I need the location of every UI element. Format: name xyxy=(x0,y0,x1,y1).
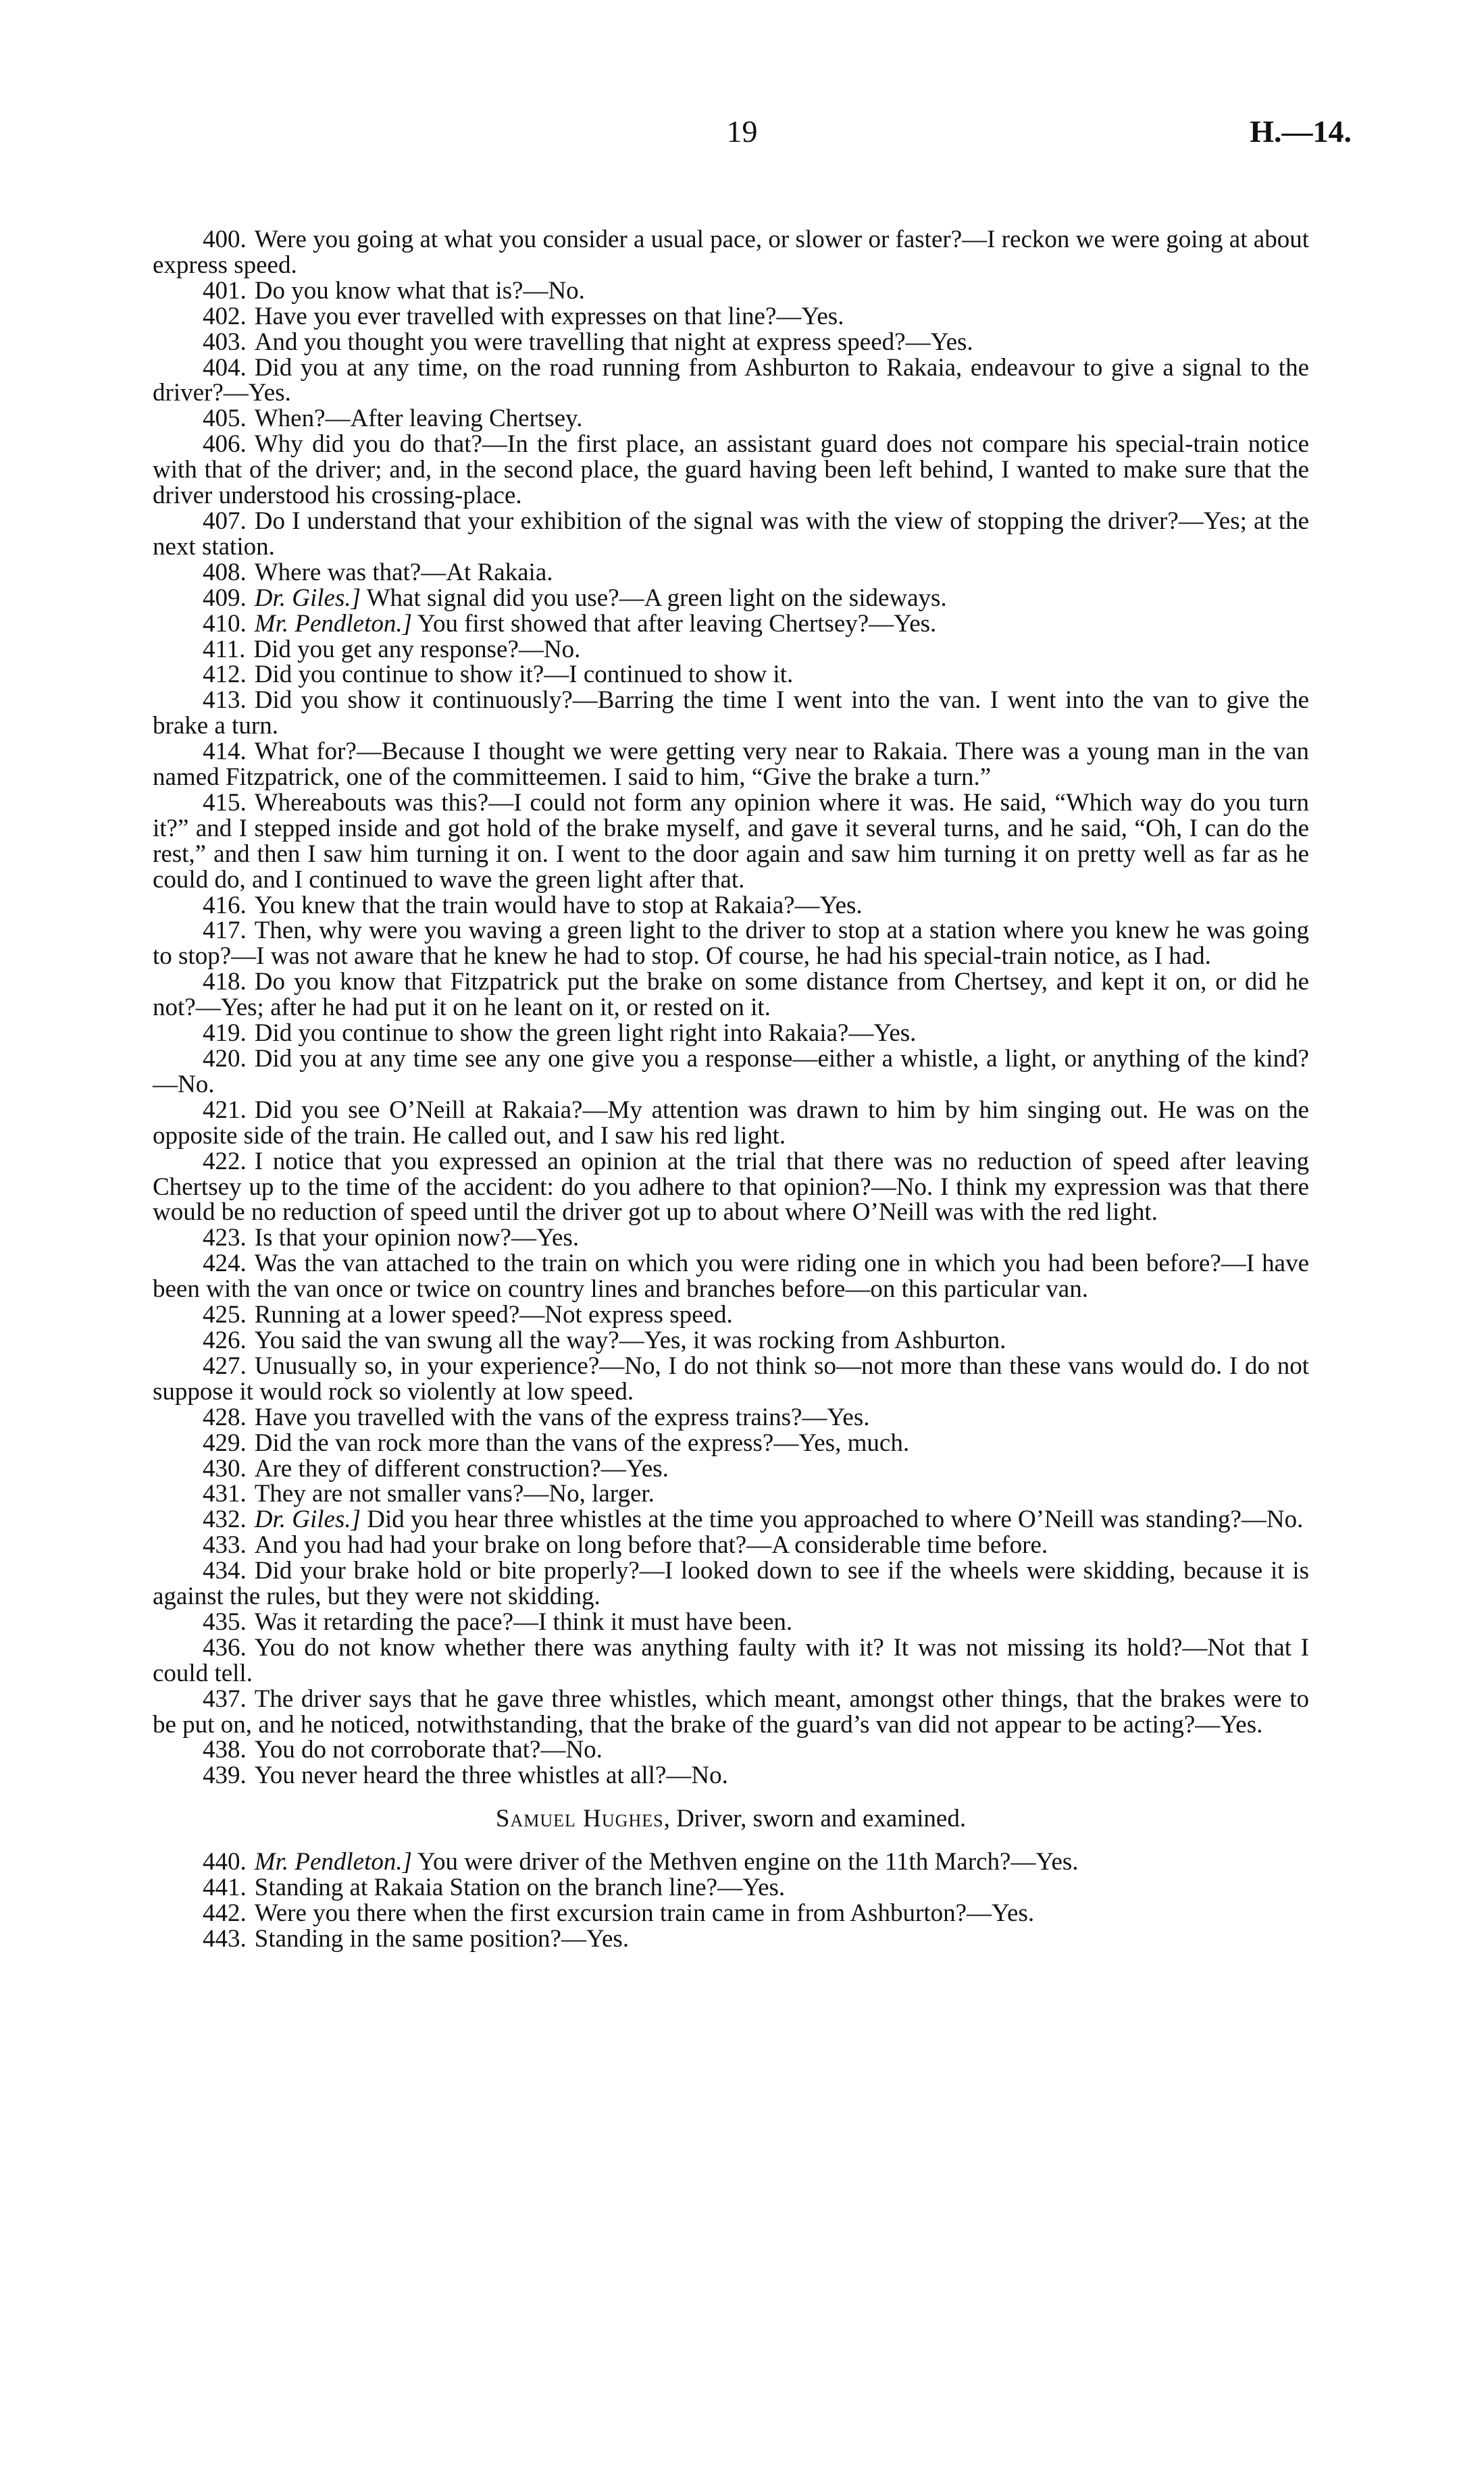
question-answer-item xyxy=(153,1926,1309,1952)
witness-heading xyxy=(153,1806,1309,1832)
question-number: 440. xyxy=(203,1848,247,1876)
question-number: 421. xyxy=(203,1096,247,1124)
question-answer-text: You never heard the three whistles at all?—No. xyxy=(254,1762,728,1790)
question-number: 431. xyxy=(203,1480,247,1508)
question-answer-text: Why did you do that?—In the first place, an assistant guard does not compare his special-train notice with that of the driver; and, in the second place, the guard having been left behind, I wanted to make sure that the driver understood his crossing-place. xyxy=(153,430,1309,510)
question-number: 419. xyxy=(203,1019,247,1048)
question-number: 401. xyxy=(203,276,247,305)
question-number: 429. xyxy=(203,1429,247,1457)
question-answer-text: Did you hear three whistles at the time you approached to where O’Neill was standing?—No. xyxy=(367,1506,1304,1534)
question-number: 411. xyxy=(203,635,246,663)
question-answer-text: Did you at any time see any one give you a response—either a whistle, a light, or anything of the kind?—No. xyxy=(153,1045,1309,1098)
question-answer-text: Did you get any response?—No. xyxy=(253,635,581,663)
question-number: 422. xyxy=(203,1147,247,1175)
question-answer-text: And you thought you were travelling that night at express speed?—Yes. xyxy=(254,328,973,356)
question-answer-item xyxy=(153,1687,1309,1738)
question-answer-text: Were you there when the first excursion train came in from Ashburton?—Yes. xyxy=(254,1899,1035,1927)
question-answer-text: Do you know what that is?—No. xyxy=(254,276,585,305)
question-answer-text: Were you going at what you consider a usual pace, or slower or faster?—I reckon we were going at about express speed. xyxy=(153,226,1309,279)
question-answer-text: Did you continue to show it?—I continued to show it. xyxy=(254,661,794,689)
testimony-part-2 xyxy=(153,1849,1309,1952)
question-number: 414. xyxy=(203,738,247,766)
question-number: 424. xyxy=(203,1250,247,1278)
question-answer-text: Did you see O’Neill at Rakaia?—My attention was drawn to him by him singing out. He was on the opposite side of the train. He called out, and I saw his red light. xyxy=(153,1096,1309,1150)
question-answer-item xyxy=(153,432,1309,509)
question-answer-item xyxy=(153,1901,1309,1926)
question-answer-item xyxy=(153,1558,1309,1610)
question-answer-item xyxy=(153,1456,1309,1482)
question-answer-item xyxy=(153,1251,1309,1302)
question-number: 437. xyxy=(203,1685,247,1713)
question-answer-text: The driver says that he gave three whistles, which meant, amongst other things, that the brakes were to be put on, and he noticed, notwithstanding, that the brake of the guard’s van did not appear to be acting?—Yes. xyxy=(153,1685,1309,1739)
question-answer-item xyxy=(153,918,1309,969)
question-answer-item xyxy=(153,1875,1309,1901)
question-number: 404. xyxy=(203,353,247,382)
question-number: 434. xyxy=(203,1557,247,1585)
question-number: 430. xyxy=(203,1454,247,1483)
question-answer-item xyxy=(153,739,1309,790)
question-answer-text: Was the van attached to the train on which you were riding one in which you had been before?—I have been with the van once or twice on country lines and branches before—on this particular van. xyxy=(153,1250,1309,1304)
question-answer-item xyxy=(153,969,1309,1021)
question-answer-item xyxy=(153,1328,1309,1354)
question-answer-text: Have you travelled with the vans of the express trains?—Yes. xyxy=(254,1403,870,1431)
question-number: 442. xyxy=(203,1899,247,1927)
question-answer-item xyxy=(153,611,1309,637)
question-number: 415. xyxy=(203,788,247,817)
testimony-body xyxy=(153,227,1309,1952)
question-answer-text: You were driver of the Methven engine on the 11th March?—Yes. xyxy=(417,1848,1079,1876)
witness-description: , Driver, sworn and examined. xyxy=(663,1805,967,1833)
question-number: 412. xyxy=(203,661,247,689)
question-answer-item xyxy=(153,1481,1309,1507)
question-answer-item xyxy=(153,893,1309,919)
question-number: 423. xyxy=(203,1224,247,1252)
question-answer-item xyxy=(153,688,1309,739)
question-answer-item xyxy=(153,1354,1309,1405)
examiner-name: Dr. Giles.] xyxy=(254,1506,361,1534)
question-answer-text: Did you continue to show the green light right into Rakaia?—Yes. xyxy=(254,1019,917,1048)
question-answer-item xyxy=(153,1431,1309,1456)
question-number: 400. xyxy=(203,226,247,253)
question-number: 441. xyxy=(203,1874,247,1902)
question-answer-item xyxy=(153,1149,1309,1226)
question-number: 425. xyxy=(203,1301,247,1329)
question-answer-item xyxy=(153,1635,1309,1687)
question-answer-item xyxy=(153,586,1309,611)
question-answer-item xyxy=(153,1507,1309,1533)
question-number: 410. xyxy=(203,609,247,638)
question-number: 438. xyxy=(203,1736,247,1764)
question-number: 413. xyxy=(203,686,247,715)
question-answer-item xyxy=(153,560,1309,586)
question-answer-text: Did your brake hold or bite properly?—I looked down to see if the wheels were skidding, because it is against the rules, but they were not skidding. xyxy=(153,1557,1309,1611)
question-number: 416. xyxy=(203,891,247,919)
question-answer-text: I notice that you expressed an opinion at the trial that there was no reduction of speed after leaving Chertsey up to the time of the accident: do you adhere to that opinion?—No. I think my expression was that there would be no reduction of speed until the driver got up to about where O’Neill was with the red light. xyxy=(153,1147,1309,1227)
question-answer-item xyxy=(153,1098,1309,1149)
question-answer-item xyxy=(153,1302,1309,1328)
question-answer-item xyxy=(153,406,1309,432)
question-answer-item xyxy=(153,637,1309,663)
question-number: 407. xyxy=(203,507,247,535)
question-answer-item xyxy=(153,1849,1309,1875)
question-answer-item xyxy=(153,1737,1309,1763)
question-answer-text: Did you show it continuously?—Barring the time I went into the van. I went into the van to give the brake a turn. xyxy=(153,686,1309,740)
question-answer-text: Have you ever travelled with expresses on that line?—Yes. xyxy=(254,302,844,330)
question-number: 432. xyxy=(203,1506,247,1534)
question-answer-text: Where was that?—At Rakaia. xyxy=(254,558,553,586)
question-answer-item xyxy=(153,509,1309,560)
question-number: 418. xyxy=(203,968,247,996)
question-answer-text: Standing at Rakaia Station on the branch line?—Yes. xyxy=(254,1874,786,1902)
question-answer-text: Are they of different construction?—Yes. xyxy=(254,1454,669,1483)
examiner-name: Mr. Pendleton.] xyxy=(254,609,413,638)
question-number: 409. xyxy=(203,584,247,612)
question-number: 405. xyxy=(203,405,247,433)
question-answer-text: Unusually so, in your experience?—No, I do not think so—not more than these vans would do. I do not suppose it would rock so violently at low speed. xyxy=(153,1352,1309,1406)
question-answer-text: Whereabouts was this?—I could not form any opinion where it was. He said, “Which way do you turn it?” and I stepped inside and got hold of the brake myself, and gave it several turns, and he said, “Oh, I can do the rest,” and then I saw him turning it on. I went to the door again and saw him turning it on pretty well as far as he could do, and I continued to wave the green light after that. xyxy=(153,788,1309,894)
question-answer-item xyxy=(153,1021,1309,1046)
question-number: 428. xyxy=(203,1403,247,1431)
question-answer-text: Standing in the same position?—Yes. xyxy=(254,1924,630,1953)
question-answer-text: Is that your opinion now?—Yes. xyxy=(254,1224,580,1252)
examiner-name: Dr. Giles.] xyxy=(254,584,361,612)
question-number: 436. xyxy=(203,1633,247,1662)
question-answer-item xyxy=(153,1610,1309,1635)
question-answer-item xyxy=(153,1405,1309,1431)
question-answer-text: Then, why were you waving a green light to the driver to stop at a station where you knew he was going to stop?—I was not aware that he knew he had to stop. Of course, he had his special-train notice, as I had. xyxy=(153,917,1309,971)
question-number: 417. xyxy=(203,917,247,945)
question-answer-text: What for?—Because I thought we were getting very near to Rakaia. There was a young man in the van named Fitzpatrick, one of the committeemen. I said to him, “Give the brake a turn.” xyxy=(153,738,1309,792)
question-answer-item xyxy=(153,304,1309,330)
question-answer-text: And you had had your brake on long before that?—A considerable time before. xyxy=(254,1531,1048,1560)
examiner-name: Mr. Pendleton.] xyxy=(254,1848,413,1876)
page-number: 19 xyxy=(726,114,758,149)
question-number: 426. xyxy=(203,1326,247,1354)
question-answer-text: Did you at any time, on the road running from Ashburton to Rakaia, endeavour to give a signal to the driver?—Yes. xyxy=(153,353,1309,407)
question-answer-text: Do I understand that your exhibition of the signal was with the view of stopping the driver?—Yes; at the next station. xyxy=(153,507,1309,561)
question-number: 406. xyxy=(203,430,247,459)
question-answer-item xyxy=(153,355,1309,407)
question-answer-text: When?—After leaving Chertsey. xyxy=(254,405,583,433)
question-answer-text: Did the van rock more than the vans of the express?—Yes, much. xyxy=(254,1429,910,1457)
question-answer-text: Do you know that Fitzpatrick put the brake on some distance from Chertsey, and kept it on, or did he not?—Yes; after he had put it on he leant on it, or rested on it. xyxy=(153,968,1309,1022)
question-number: 402. xyxy=(203,302,247,330)
question-answer-text: You said the van swung all the way?—Yes, it was rocking from Ashburton. xyxy=(254,1326,1006,1354)
question-number: 439. xyxy=(203,1762,247,1790)
question-answer-item xyxy=(153,1763,1309,1789)
question-number: 433. xyxy=(203,1531,247,1560)
witness-name: Samuel Hughes xyxy=(495,1805,664,1833)
question-answer-text: What signal did you use?—A green light on the sideways. xyxy=(366,584,947,612)
question-answer-item xyxy=(153,1225,1309,1251)
question-answer-text: You first showed that after leaving Chertsey?—Yes. xyxy=(417,609,937,638)
question-number: 420. xyxy=(203,1045,247,1073)
question-number: 435. xyxy=(203,1608,247,1636)
question-answer-text: You do not corroborate that?—No. xyxy=(254,1736,603,1764)
question-answer-item xyxy=(153,278,1309,304)
document-code: H.—14. xyxy=(1250,114,1352,149)
question-answer-text: Was it retarding the pace?—I think it must have been. xyxy=(254,1608,793,1636)
question-answer-item xyxy=(153,227,1309,278)
question-answer-text: You do not know whether there was anything faulty with it? It was not missing its hold?—Not that I could tell. xyxy=(153,1633,1309,1687)
question-answer-item xyxy=(153,1533,1309,1558)
question-answer-item xyxy=(153,330,1309,355)
question-number: 403. xyxy=(203,328,247,356)
question-number: 443. xyxy=(203,1924,247,1953)
question-number: 427. xyxy=(203,1352,247,1380)
question-answer-item xyxy=(153,662,1309,688)
question-answer-text: Running at a lower speed?—Not express speed. xyxy=(254,1301,733,1329)
question-answer-item xyxy=(153,1046,1309,1098)
question-answer-text: They are not smaller vans?—No, larger. xyxy=(254,1480,655,1508)
question-number: 408. xyxy=(203,558,247,586)
question-answer-text: You knew that the train would have to stop at Rakaia?—Yes. xyxy=(254,891,863,919)
testimony-part-1 xyxy=(153,227,1309,1789)
question-answer-item xyxy=(153,790,1309,893)
